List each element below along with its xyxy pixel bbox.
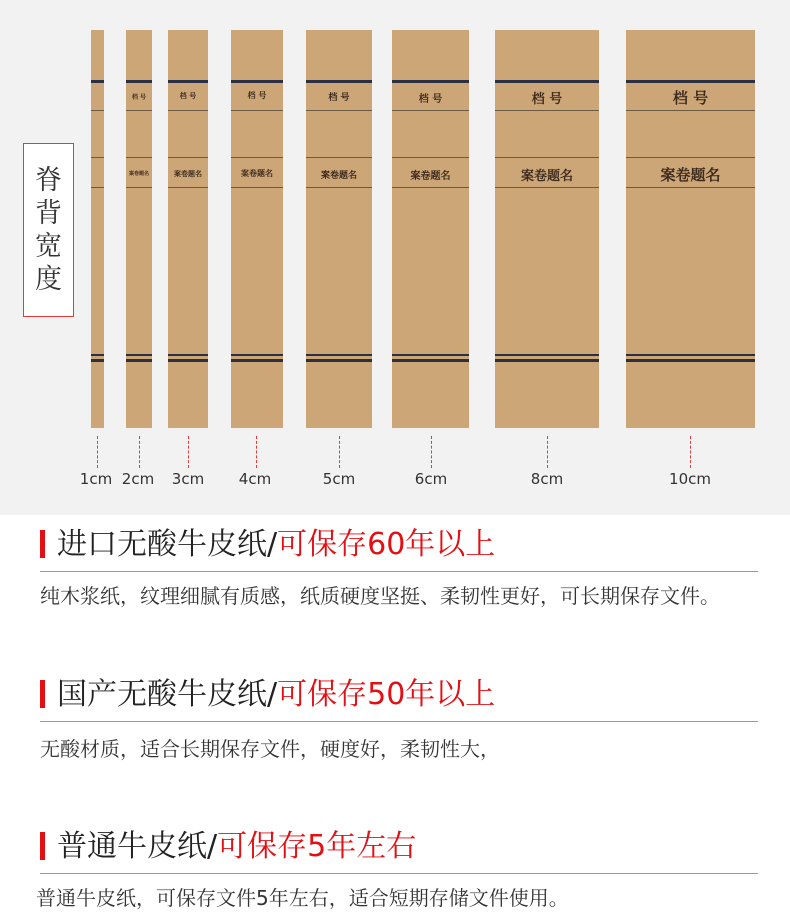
accent-bar [40,832,45,860]
width-label: 2cm [121,470,155,488]
section-title-domestic-acid-free [40,675,495,715]
folder-title-label: 案卷题名 [520,169,573,184]
folder-title-label: 案卷题名 [174,169,202,178]
accent-bar [40,680,45,708]
width-marker [256,436,257,468]
folder-spine-1cm [91,30,104,428]
section-title-slash: / [267,677,278,712]
width-marker [690,436,691,468]
width-label: 1cm [79,470,113,488]
folder-number-label: 档 号 [328,93,350,103]
section-title-highlight: 可保存50年以上 [277,677,496,712]
folder-number-label: 档 号 [672,89,709,107]
spine-label-char: 宽 [35,231,62,262]
width-marker [97,436,98,468]
section-divider [40,873,758,874]
spine-label-char: 脊 [35,165,62,196]
width-label: 10cm [669,470,711,488]
folder-number-label: 档 号 [531,92,563,107]
width-label: 8cm [530,470,564,488]
folder-spine-6cm [392,30,469,428]
section-title-imported-acid-free [40,525,495,565]
folder-number-label: 档 号 [418,94,443,105]
folder-number-label: 档 号 [179,91,197,100]
width-label: 6cm [414,470,448,488]
section-title-slash: / [267,527,278,562]
width-label: 5cm [322,470,356,488]
accent-bar [40,530,45,558]
folder-spine-8cm [495,30,599,428]
section-title-text: 普通牛皮纸 [57,829,207,864]
folder-spine-10cm [626,30,755,428]
section-title-slash: / [207,829,218,864]
spine-label-char: 背 [35,198,62,229]
width-marker [431,436,432,468]
section-divider [40,721,758,722]
section-title-highlight: 可保存60年以上 [277,527,496,562]
folder-spine-2cm [126,30,152,428]
section-title-text: 进口无酸牛皮纸 [57,527,267,562]
width-marker [139,436,140,468]
folder-title-label: 案卷题名 [410,171,451,182]
spine-width-label [23,143,74,317]
width-marker [547,436,548,468]
folder-number-label: 档 号 [247,90,267,100]
folder-title-label: 案卷题名 [320,171,357,181]
spine-label-char: 度 [35,264,62,295]
section-title-text: 国产无酸牛皮纸 [57,677,267,712]
folder-number-label: 档 号 [131,94,147,101]
section-title-regular-kraft [40,827,416,867]
section-description: 纯木浆纸，纹理细腻有质感，纸质硬度坚挺、柔韧性更好，可长期保存文件。 [40,584,720,608]
section-description: 普通牛皮纸，可保存文件5年左右，适合短期存储文件使用。 [36,886,569,910]
folder-title-label: 案卷题名 [241,168,273,178]
folder-title-label: 案卷题名 [660,166,721,184]
section-description: 无酸材质，适合长期保存文件，硬度好，柔韧性大， [40,737,500,761]
width-label: 4cm [238,470,272,488]
section-title-highlight: 可保存5年左右 [217,829,417,864]
folder-title-label: 案卷题名 [128,171,149,177]
folder-spine-4cm [231,30,283,428]
width-marker [188,436,189,468]
folder-spine-5cm [306,30,372,428]
section-divider [40,571,758,572]
folder-spine-3cm [168,30,208,428]
width-marker [339,436,340,468]
width-label: 3cm [171,470,205,488]
